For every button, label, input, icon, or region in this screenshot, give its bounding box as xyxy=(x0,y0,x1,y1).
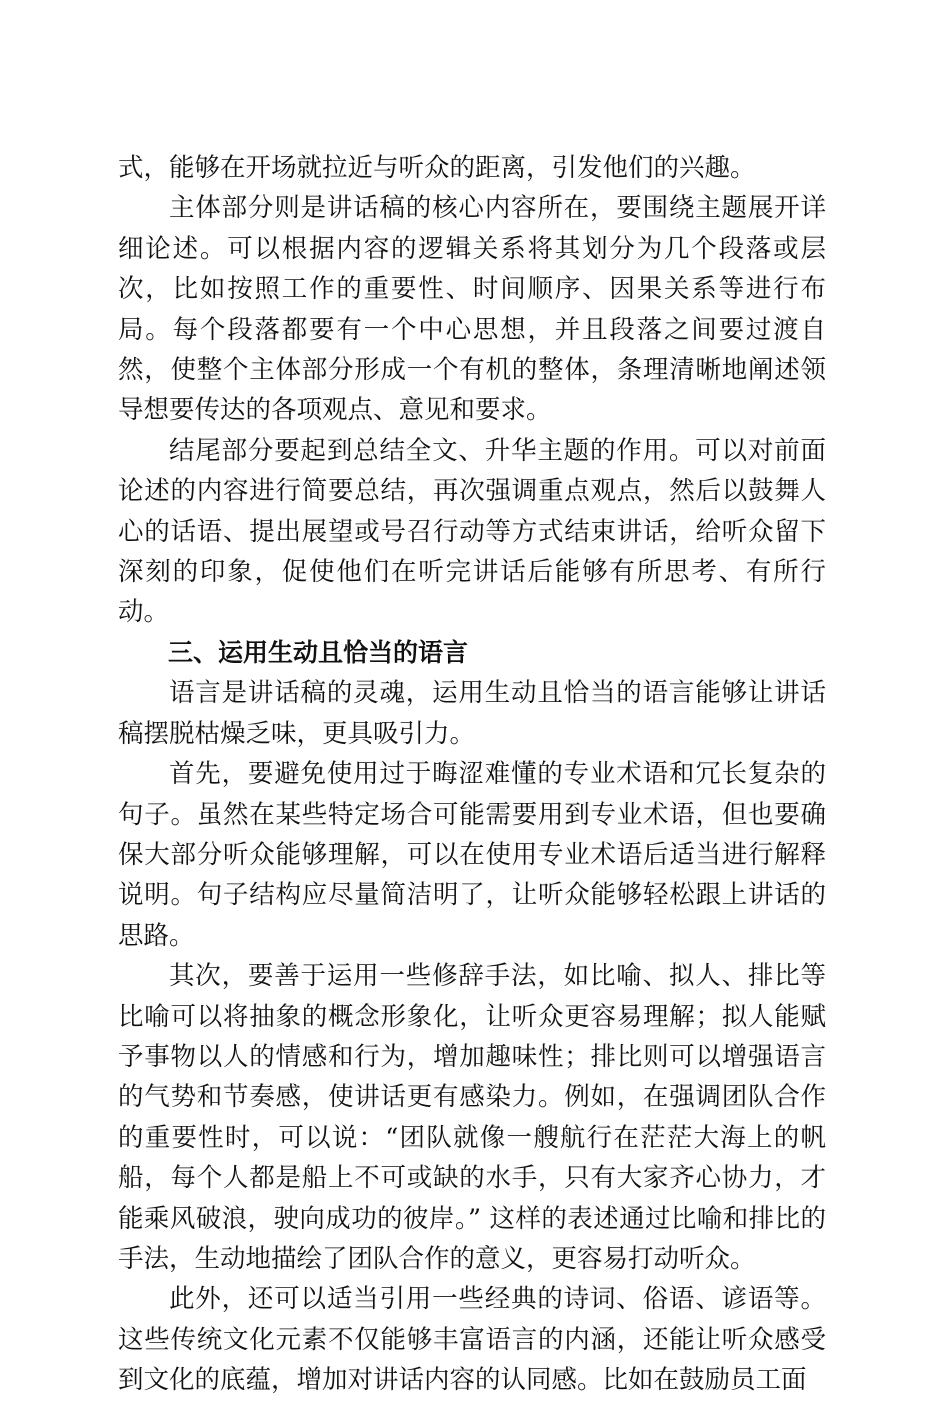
paragraph-language-intro: 语言是讲话稿的灵魂，运用生动且恰当的语言能够让讲话稿摆脱枯燥乏味，更具吸引力。 xyxy=(118,678,826,749)
paragraph-second-point: 其次，要善于运用一些修辞手法，如比喻、拟人、排比等比喻可以将抽象的概念形象化，让听众更容易理解；拟人能赋予事物以人的情感和行为，增加趣味性；排比则可以增强语言的气势和节奏感，使讲话更有感染力。例如，在强调团队合作的重要性时，可以说：“团队就像一艘航行在茫茫大海上的帆船，每个人都是船上不可或缺的水手，只有大家齐心协力，才能乘风破浪，驶向成功的彼岸。” 这样的表述通过比喻和排比的手法，生动地描绘了团队合作的意义，更容易打动听众。 xyxy=(118,961,826,1274)
section-heading: 三、运用生动且恰当的语言 xyxy=(168,637,469,667)
paragraph-third-point: 此外，还可以适当引用一些经典的诗词、俗语、谚语等。这些传统文化元素不仅能够丰富语言的内涵，还能让听众感受到文化的底蕴，增加对讲话内容的认同感。比如在鼓励员工面 xyxy=(118,1284,826,1396)
paragraph-continuation: 式，能够在开场就拉近与听众的距离，引发他们的兴趣。 xyxy=(118,153,756,183)
document-body xyxy=(118,148,826,1401)
paragraph-body-section: 主体部分则是讲话稿的核心内容所在，要围绕主题展开详细论述。可以根据内容的逻辑关系将其划分为几个段落或层次，比如按照工作的重要性、时间顺序、因果关系等进行布局。每个段落都要有一个中心思想，并且段落之间要过渡自然，使整个主体部分形成一个有机的整体，条理清晰地阐述领导想要传达的各项观点、意见和要求。 xyxy=(118,193,826,426)
paragraph-ending-section: 结尾部分要起到总结全文、升华主题的作用。可以对前面论述的内容进行简要总结，再次强调重点观点，然后以鼓舞人心的话语、提出展望或号召行动等方式结束讲话，给听众留下深刻的印象，促使他们在听完讲话后能够有所思考、有所行动。 xyxy=(118,435,826,628)
paragraph-first-point: 首先，要避免使用过于晦涩难懂的专业术语和冗长复杂的句子。虽然在某些特定场合可能需要用到专业术语，但也要确保大部分听众能够理解，可以在使用专业术语后适当进行解释说明。句子结构应尽量简洁明了，让听众能够轻松跟上讲话的思路。 xyxy=(118,759,826,951)
